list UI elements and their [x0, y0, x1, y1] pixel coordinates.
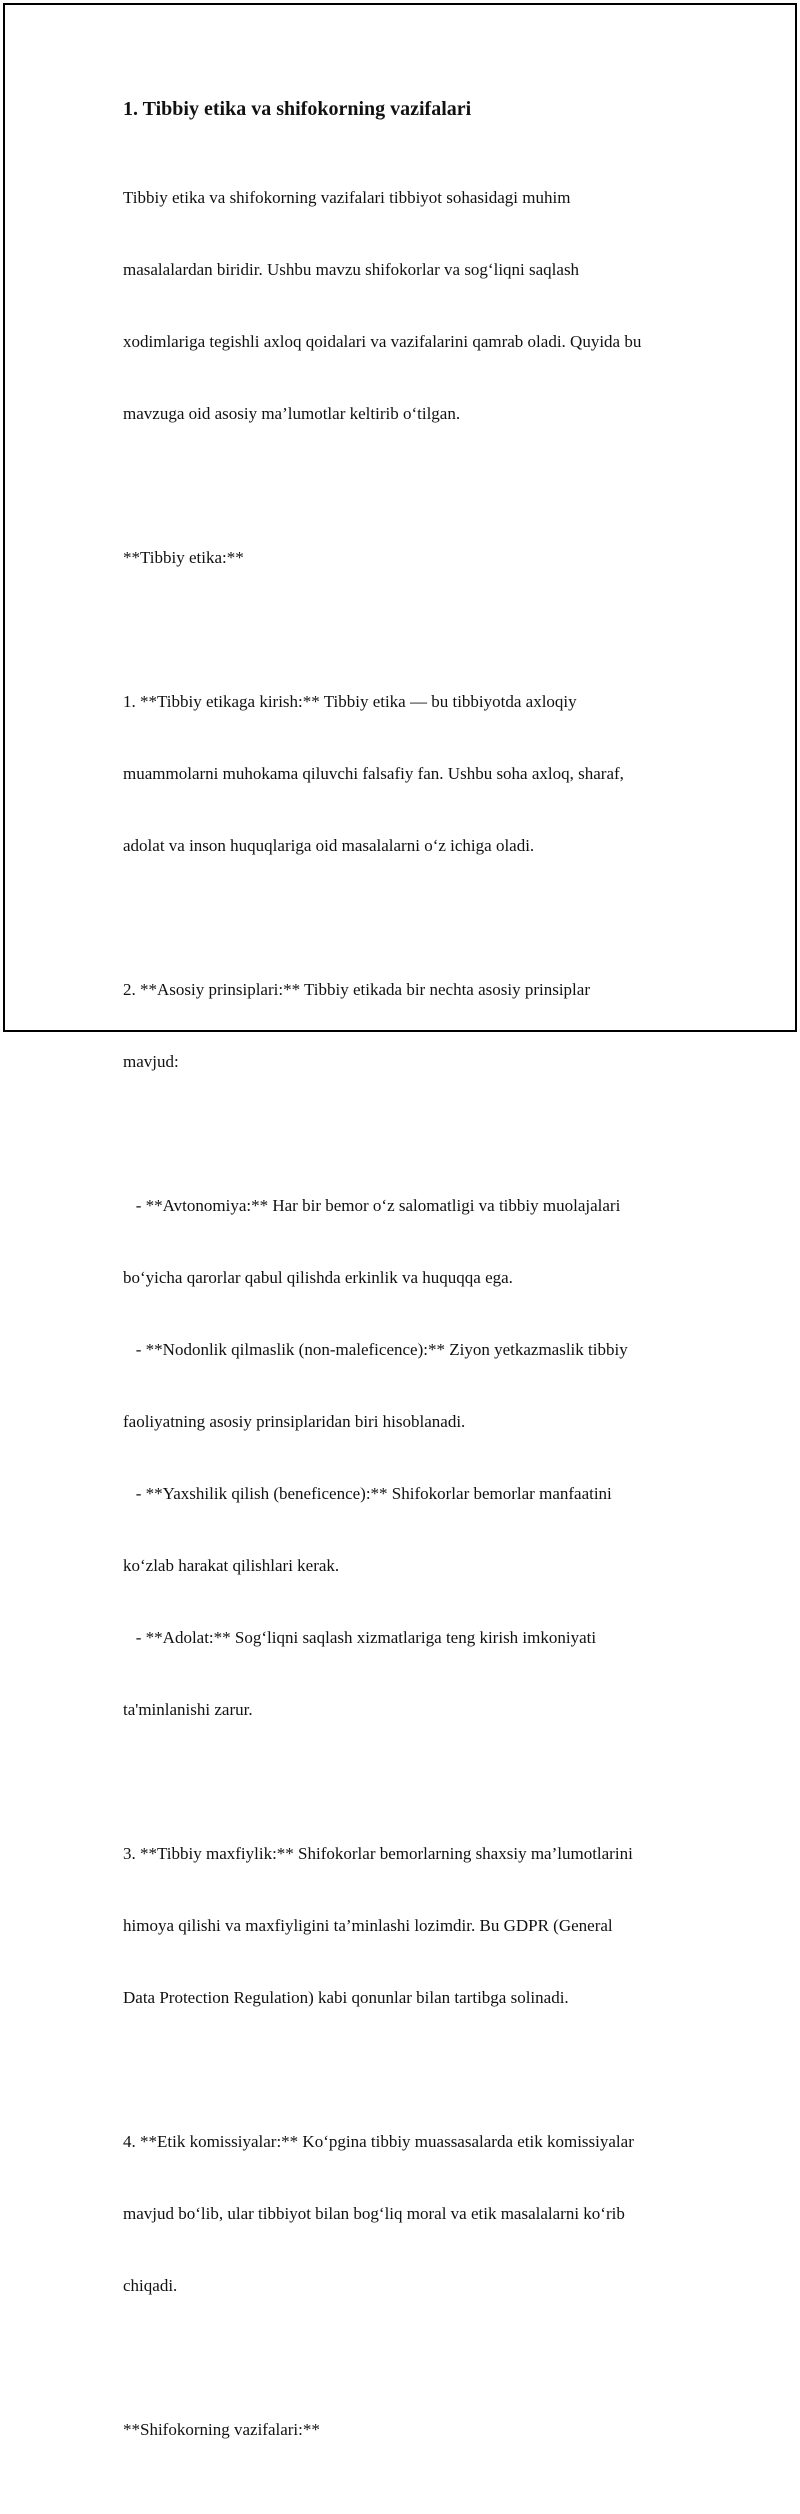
principle-line: ko‘zlab harakat qilishlari kerak.	[123, 1556, 340, 1575]
list-item-confidentiality	[123, 1794, 699, 2058]
intro-paragraph	[123, 138, 699, 474]
principle-line: ta'minlanishi zarur.	[123, 1700, 253, 1719]
item-line: chiqadi.	[123, 2276, 178, 2295]
item-line: 3. **Tibbiy maxfiylik:** Shifokorlar bemorlarning shaxsiy ma’lumotlarini	[123, 1844, 633, 1863]
list-item-introduction	[123, 642, 699, 906]
section-heading-text: **Tibbiy etika:**	[123, 548, 244, 567]
item-line: 2. **Asosiy prinsiplari:** Tibbiy etikada bir nechta asosiy prinsiplar	[123, 980, 590, 999]
principle-line: - **Nodonlik qilmaslik (non-maleficence):** Ziyon yetkazmaslik tibbiy	[123, 1340, 628, 1359]
intro-line: Tibbiy etika va shifokorning vazifalari tibbiyot sohasidagi muhim	[123, 188, 571, 207]
page-frame	[3, 3, 797, 2439]
principle-line: - **Adolat:** Sog‘liqni saqlash xizmatlariga teng kirish imkoniyati	[123, 1628, 597, 1647]
item-line: mavjud:	[123, 1052, 179, 1071]
principles-sublist	[123, 1146, 699, 1770]
intro-line: mavzuga oid asosiy ma’lumotlar keltirib o‘tilgan.	[123, 404, 461, 423]
section-heading-doctor-duties	[123, 2370, 699, 2490]
document-body	[119, 96, 699, 2514]
item-line: mavjud bo‘lib, ular tibbiyot bilan bog‘liq moral va etik masalalarni ko‘rib	[123, 2204, 625, 2223]
intro-line: xodimlariga tegishli axloq qoidalari va vazifalarini qamrab oladi. Quyida bu	[123, 332, 642, 351]
section-heading-medical-ethics	[123, 498, 699, 618]
item-line: himoya qilishi va maxfiyligini ta’minlashi lozimdir. Bu GDPR (General	[123, 1916, 613, 1935]
principle-line: bo‘yicha qarorlar qabul qilishda erkinlik va huquqqa ega.	[123, 1268, 513, 1287]
item-line: 1. **Tibbiy etikaga kirish:** Tibbiy etika — bu tibbiyotda axloqiy	[123, 692, 577, 711]
document-title: 1. Tibbiy etika va shifokorning vazifalari	[123, 98, 472, 120]
section-heading-text: **Shifokorning vazifalari:**	[123, 2420, 320, 2439]
item-line: muammolarni muhokama qiluvchi falsafiy fan. Ushbu soha axloq, sharaf,	[123, 764, 624, 783]
list-item-principles	[123, 930, 699, 1122]
principle-line: faoliyatning asosiy prinsiplaridan biri hisoblanadi.	[123, 1412, 466, 1431]
principle-line: - **Yaxshilik qilish (beneficence):** Shifokorlar bemorlar manfaatini	[123, 1484, 612, 1503]
item-line: adolat va inson huquqlariga oid masalalarni o‘z ichiga oladi.	[123, 836, 535, 855]
item-line: 4. **Etik komissiyalar:** Ko‘pgina tibbiy muassasalarda etik komissiyalar	[123, 2132, 634, 2151]
principle-line: - **Avtonomiya:** Har bir bemor o‘z salomatligi va tibbiy muolajalari	[123, 1196, 621, 1215]
item-line: Data Protection Regulation) kabi qonunlar bilan tartibga solinadi.	[123, 1988, 569, 2007]
intro-line: masalalardan biridir. Ushbu mavzu shifokorlar va sog‘liqni saqlash	[123, 260, 580, 279]
list-item-ethics-committees	[123, 2082, 699, 2346]
